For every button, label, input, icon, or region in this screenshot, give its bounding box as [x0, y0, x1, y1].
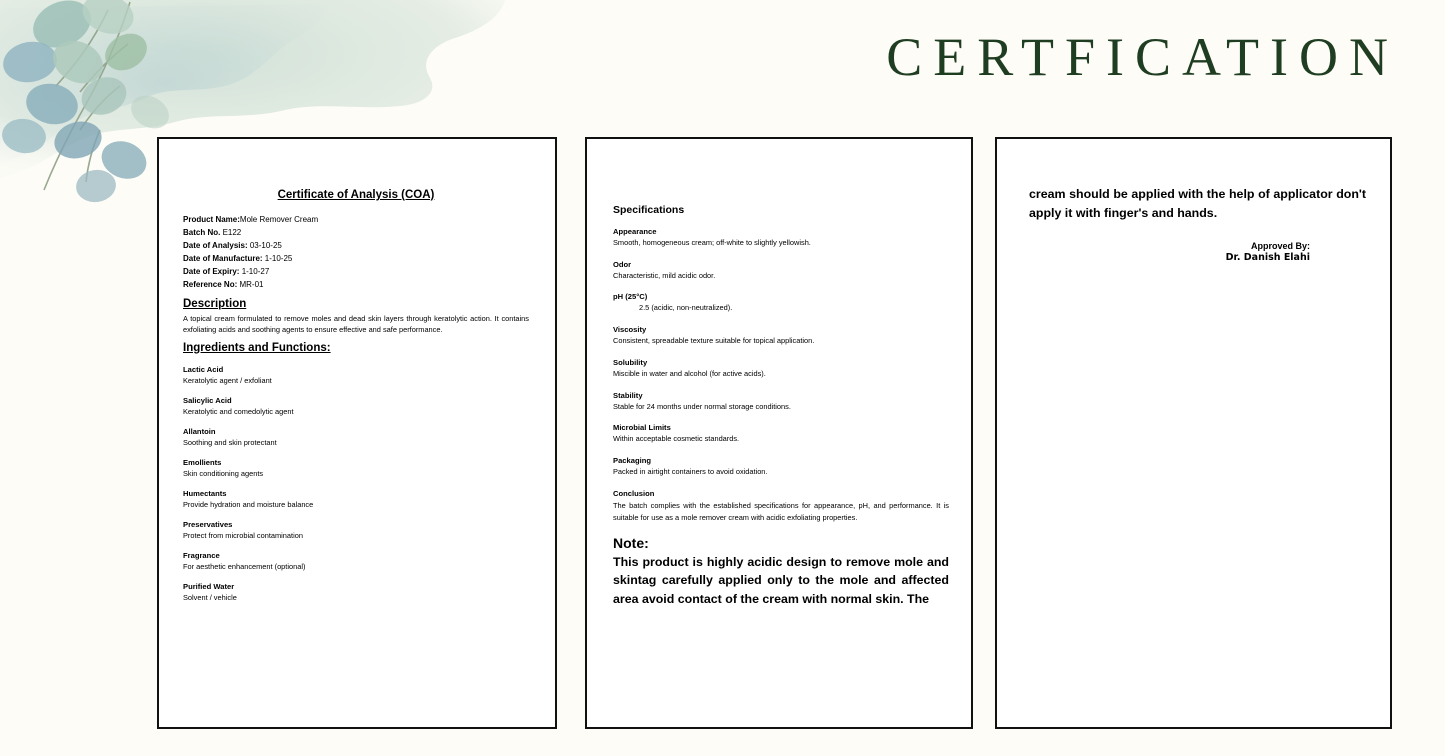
ingredient-name: Lactic Acid — [183, 364, 224, 374]
spec-item — [613, 260, 949, 282]
spec-name: Odor — [613, 259, 632, 269]
approver-name: Dr. Danish Elahi — [1225, 251, 1310, 263]
coa-field-value: 03-10-25 — [247, 240, 282, 250]
spec-value: Miscible in water and alcohol (for active acids). — [613, 368, 766, 378]
spec-name: Appearance — [613, 227, 657, 236]
ingredient-item — [183, 458, 529, 478]
spec-item — [613, 227, 949, 249]
spec-name: Packaging — [613, 456, 651, 466]
spec-name: Stability — [613, 390, 643, 400]
note-text: This product is highly acidic design to remove mole and skintag carefully applied only to the mole and affected area avoid contact of the cream with normal skin. The — [613, 554, 949, 607]
spec-value: Within acceptable cosmetic standards. — [613, 434, 740, 444]
ingredient-item — [183, 365, 529, 385]
document-page-1 — [157, 137, 557, 729]
spec-value: Stable for 24 months under normal storage conditions. — [613, 401, 791, 411]
ingredient-function: For aesthetic enhancement (optional) — [183, 561, 306, 571]
coa-field-value: Mole Remover Cream — [239, 215, 319, 224]
specifications-list — [613, 227, 949, 478]
spec-item — [613, 456, 949, 478]
coa-field — [183, 227, 529, 240]
spec-name: Viscosity — [613, 325, 647, 335]
ingredient-name: Preservatives — [183, 519, 233, 529]
ingredient-item — [183, 551, 529, 571]
spec-value: Characteristic, mild acidic odor. — [613, 270, 716, 280]
spec-item — [613, 325, 949, 347]
ingredient-name: Fragrance — [183, 550, 220, 560]
ingredient-name: Purified Water — [183, 581, 235, 591]
coa-field-value: E122 — [220, 227, 242, 237]
ingredients-heading: Ingredients and Functions: — [183, 341, 331, 354]
branch-stems — [44, 2, 130, 190]
coa-field-list — [183, 214, 529, 292]
spec-name: pH (25°C) — [613, 292, 648, 302]
ingredient-function: Solvent / vehicle — [183, 592, 237, 602]
approval-content — [1029, 185, 1366, 263]
coa-field — [183, 266, 529, 279]
ingredient-function: Keratolytic and comedolytic agent — [183, 406, 294, 416]
ingredient-function: Protect from microbial contamination — [183, 530, 303, 540]
coa-field-label: Date of Analysis: — [183, 240, 248, 250]
note-label: Note: — [613, 534, 649, 551]
page-3-inner — [997, 139, 1390, 727]
ingredient-name: Allantoin — [183, 426, 216, 436]
conclusion-text: The batch complies with the established specifications for appearance, pH, and performance. It is suitable for use as a mole remover cream with acidic exfoliating properties. — [613, 500, 949, 522]
spec-item — [613, 358, 949, 380]
ingredient-function: Skin conditioning agents — [183, 468, 264, 478]
description-text: A topical cream formulated to remove moles and dead skin layers through keratolytic action. It contains exfoliating acids and soothing agents to ensure effective and safe performance. — [183, 313, 529, 335]
approved-by-label: Approved By: — [1250, 240, 1310, 251]
spec-item — [613, 391, 949, 413]
coa-content — [183, 189, 529, 602]
ingredient-item — [183, 489, 529, 509]
coa-field-label: Batch No. — [183, 227, 221, 237]
coa-field — [183, 279, 529, 292]
spec-value: Packed in airtight containers to avoid oxidation. — [613, 467, 768, 477]
coa-field-label: Product Name: — [183, 215, 240, 224]
coa-field-label: Date of Manufacture: — [183, 253, 263, 263]
spec-value: Smooth, homogeneous cream; off-white to slightly yellowish. — [613, 238, 811, 247]
specifications-heading: Specifications — [613, 204, 685, 216]
spec-item — [613, 292, 949, 314]
coa-field-value: 1-10-25 — [262, 253, 293, 263]
coa-field — [183, 214, 529, 227]
note-continued-text: cream should be applied with the help of applicator don't apply it with finger's and hands. — [1029, 187, 1366, 220]
coa-field-label: Date of Expiry: — [183, 266, 240, 276]
page-1-inner — [159, 139, 555, 727]
ingredient-item — [183, 396, 529, 416]
spec-value: Consistent, spreadable texture suitable for topical application. — [613, 336, 815, 346]
ingredient-function: Keratolytic agent / exfoliant — [183, 375, 272, 385]
ingredient-name: Humectants — [183, 488, 227, 498]
ingredient-name: Emollients — [183, 457, 222, 467]
conclusion-title: Conclusion — [613, 488, 655, 498]
page-title: CERTFICATION — [886, 27, 1399, 87]
spec-value: 2.5 (acidic, non-neutralized). — [639, 303, 733, 313]
ingredient-function: Soothing and skin protectant — [183, 437, 277, 447]
spec-name: Solubility — [613, 357, 648, 367]
spec-item — [613, 423, 949, 445]
leaf-cluster — [0, 0, 175, 205]
page-2-inner — [587, 139, 971, 727]
document-page-2 — [585, 137, 973, 729]
coa-field-value: MR-01 — [237, 279, 264, 289]
specifications-content — [613, 204, 949, 609]
ingredient-item — [183, 427, 529, 447]
ingredient-item — [183, 582, 529, 602]
coa-field-label: Reference No: — [183, 279, 238, 289]
coa-field-value: 1-10-27 — [239, 266, 270, 276]
coa-heading: Certificate of Analysis (COA) — [277, 189, 435, 201]
coa-field — [183, 240, 529, 253]
ingredient-name: Salicylic Acid — [183, 395, 232, 405]
description-heading: Description — [183, 297, 247, 310]
ingredient-function: Provide hydration and moisture balance — [183, 499, 314, 509]
ingredients-list — [183, 365, 529, 602]
conclusion-block — [613, 489, 949, 524]
ingredient-item — [183, 520, 529, 540]
approval-block — [1029, 241, 1366, 263]
document-page-3 — [995, 137, 1392, 729]
coa-field — [183, 253, 529, 266]
spec-name: Microbial Limits — [613, 423, 671, 433]
